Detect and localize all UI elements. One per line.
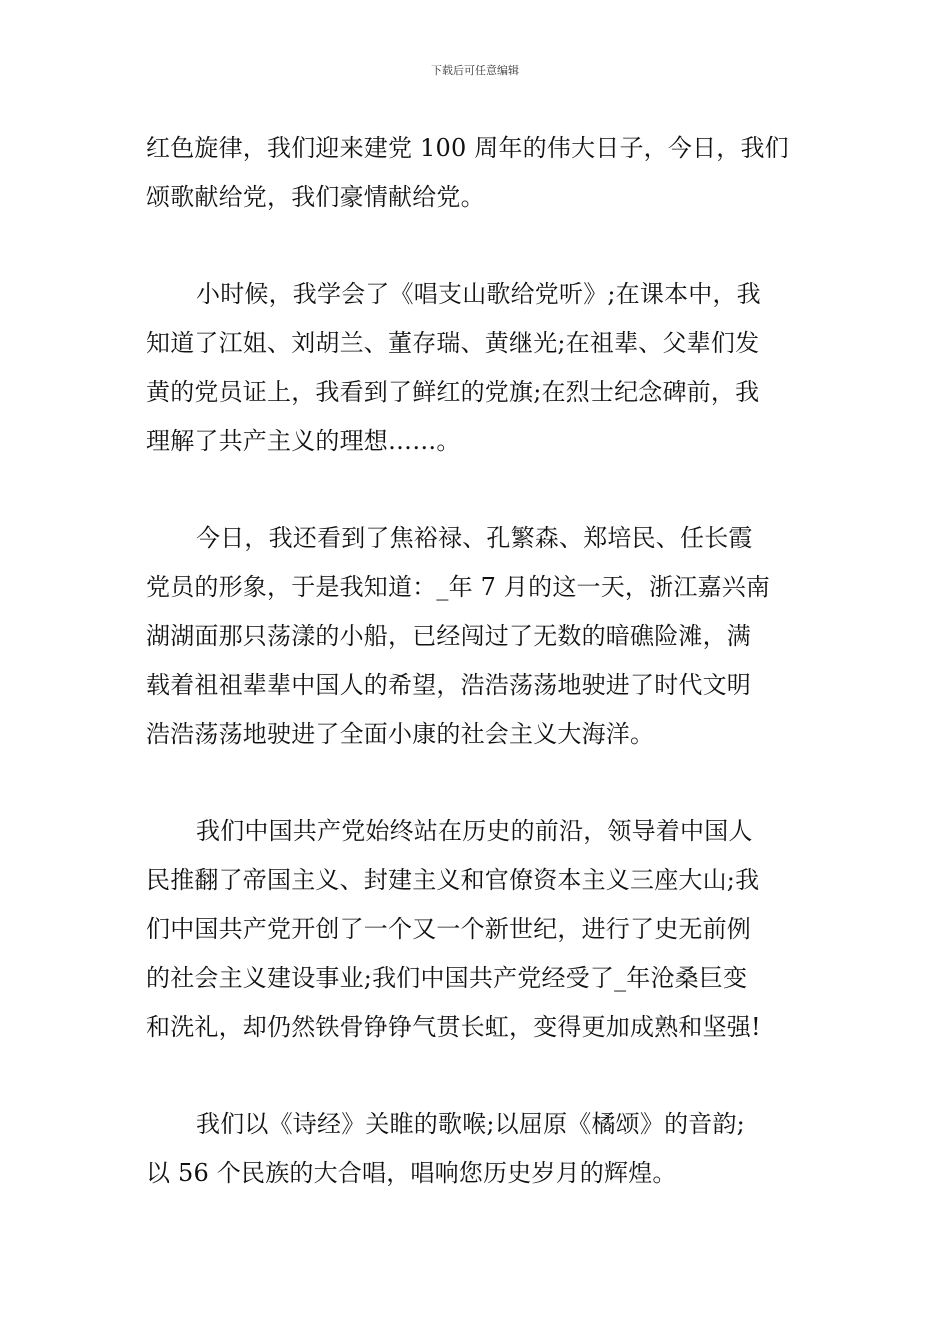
paragraph-3 xyxy=(146,514,811,759)
paragraph-line: 颂歌献给党，我们豪情献给党。 xyxy=(146,183,485,211)
paragraph-line: 小时候，我学会了《唱支山歌给党听》;在课本中，我 xyxy=(196,280,761,308)
paragraph-line: 知道了江姐、刘胡兰、董存瑞、黄继光;在祖辈、父辈们发 xyxy=(146,329,760,357)
paragraph-line: 今日，我还看到了焦裕禄、孔繁森、郑培民、任长霞 xyxy=(196,524,753,552)
paragraph-line: 我们以《诗经》关睢的歌喉;以屈原《橘颂》的音韵; xyxy=(196,1110,745,1138)
paragraph-5 xyxy=(146,1100,811,1198)
paragraph-line: 理解了共产主义的理想……。 xyxy=(146,427,461,455)
paragraph-line: 黄的党员证上，我看到了鲜红的党旗;在烈士纪念碑前，我 xyxy=(146,378,760,406)
paragraph-1 xyxy=(146,124,811,222)
page-header: 下载后可任意编辑 xyxy=(431,64,519,77)
paragraph-line: 红色旋律，我们迎来建党 100 周年的伟大日子，今日，我们 xyxy=(146,134,789,162)
paragraph-4 xyxy=(146,807,811,1052)
paragraph-line: 载着祖祖辈辈中国人的希望，浩浩荡荡地驶进了时代文明 xyxy=(146,671,751,699)
paragraph-line: 和洗礼，却仍然铁骨铮铮气贯长虹，变得更加成熟和坚强! xyxy=(146,1013,761,1041)
paragraph-line: 以 56 个民族的大合唱，唱响您历史岁月的辉煌。 xyxy=(146,1159,677,1187)
paragraph-line: 的社会主义建设事业;我们中国共产党经受了_年沧桑巨变 xyxy=(146,964,748,992)
paragraph-line: 浩浩荡荡地驶进了全面小康的社会主义大海洋。 xyxy=(146,720,655,748)
paragraph-line: 党员的形象，于是我知道：_年 7 月的这一天，浙江嘉兴南 xyxy=(146,573,771,601)
document-body xyxy=(146,124,811,1246)
paragraph-line: 我们中国共产党始终站在历史的前沿，领导着中国人 xyxy=(196,817,753,845)
paragraph-line: 民推翻了帝国主义、封建主义和官僚资本主义三座大山;我 xyxy=(146,866,760,894)
paragraph-2 xyxy=(146,270,811,466)
paragraph-line: 湖湖面那只荡漾的小船，已经闯过了无数的暗礁险滩，满 xyxy=(146,622,751,650)
paragraph-line: 们中国共产党开创了一个又一个新世纪，进行了史无前例 xyxy=(146,915,751,943)
